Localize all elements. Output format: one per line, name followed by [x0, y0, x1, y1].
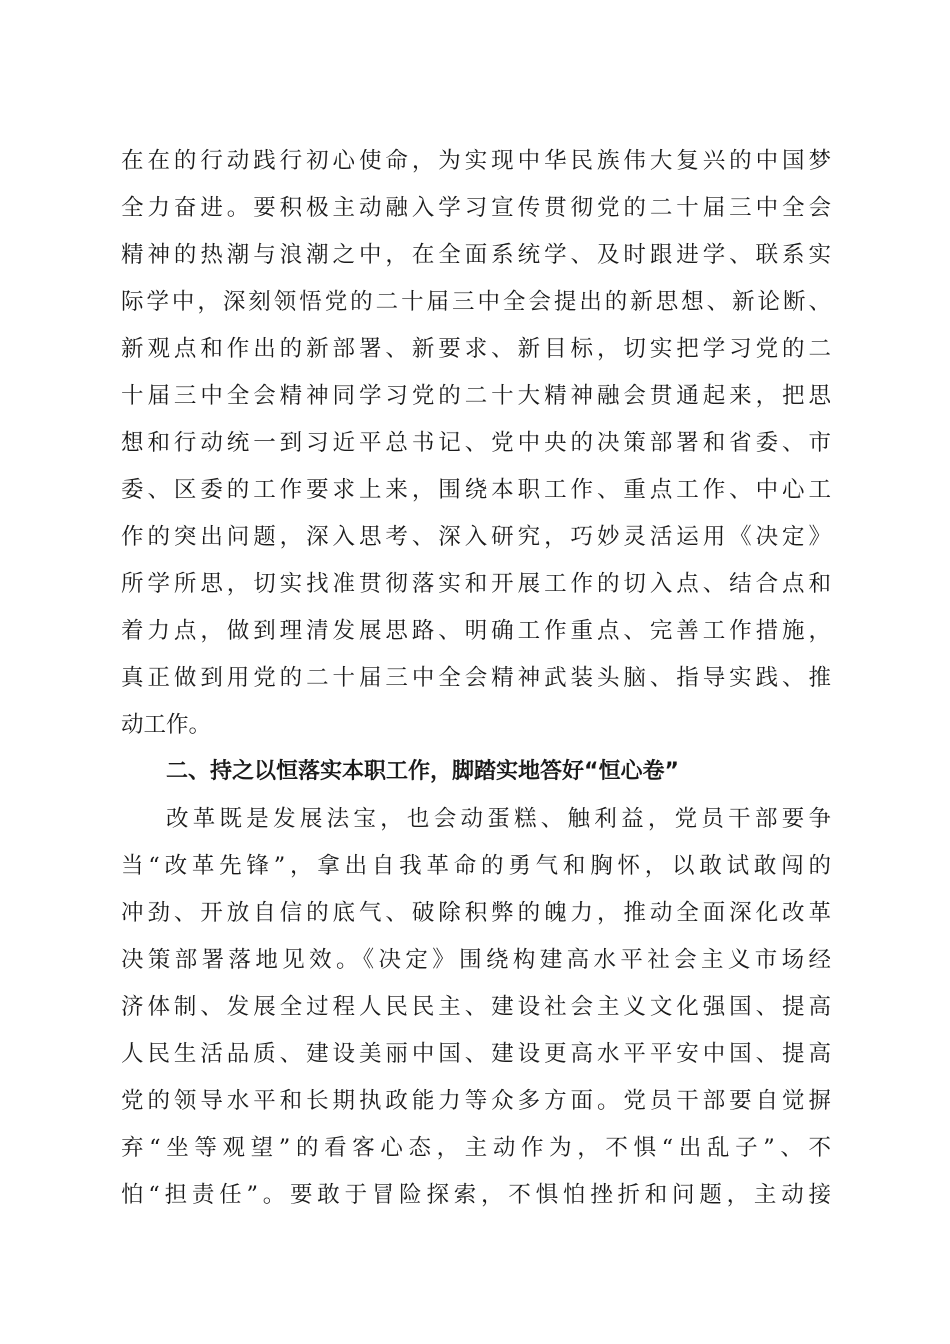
paragraph-line: 作的突出问题，深入思考、深入研究，巧妙灵活运用《决定》 [121, 524, 831, 550]
paragraph-line: 十届三中全会精神同学习党的二十大精神融会贯通起来，把思 [121, 383, 831, 409]
paragraph-line: 所学所思，切实找准贯彻落实和开展工作的切入点、结合点和 [121, 571, 831, 597]
paragraph-line: 决策部署落地见效。《决定》围绕构建高水平社会主义市场经 [121, 947, 831, 973]
paragraph-line: 着力点，做到理清发展思路、明确工作重点、完善工作措施， [121, 618, 831, 644]
paragraph-line: 当“改革先锋”，拿出自我革命的勇气和胸怀，以敢试敢闯的 [121, 853, 831, 879]
paragraph-line: 全力奋进。要积极主动融入学习宣传贯彻党的二十届三中全会 [121, 195, 831, 221]
paragraph-line: 精神的热潮与浪潮之中，在全面系统学、及时跟进学、联系实 [121, 242, 831, 268]
paragraph-line: 真正做到用党的二十届三中全会精神武装头脑、指导实践、推 [121, 665, 831, 691]
paragraph-line: 怕“担责任”。要敢于冒险探索，不惧怕挫折和问题，主动接 [121, 1182, 831, 1208]
paragraph-line: 人民生活品质、建设美丽中国、建设更高水平平安中国、提高 [121, 1041, 831, 1067]
paragraph-line: 冲劲、开放自信的底气、破除积弊的魄力，推动全面深化改革 [121, 900, 831, 926]
paragraph-line: 弃“坐等观望”的看客心态，主动作为，不惧“出乱子”、不 [121, 1135, 831, 1161]
section-heading: 二、持之以恒落实本职工作，脚踏实地答好“恒心卷” [166, 759, 679, 784]
paragraph-line: 在在的行动践行初心使命，为实现中华民族伟大复兴的中国梦 [121, 148, 831, 174]
paragraph-line: 动工作。 [121, 712, 212, 738]
paragraph-line: 际学中，深刻领悟党的二十届三中全会提出的新思想、新论断、 [121, 289, 831, 315]
paragraph-line: 新观点和作出的新部署、新要求、新目标，切实把学习党的二 [121, 336, 831, 362]
paragraph-line: 济体制、发展全过程人民民主、建设社会主义文化强国、提高 [121, 994, 831, 1020]
paragraph-line: 党的领导水平和长期执政能力等众多方面。党员干部要自觉摒 [121, 1088, 831, 1114]
paragraph-line: 委、区委的工作要求上来，围绕本职工作、重点工作、中心工 [121, 477, 831, 503]
paragraph-line: 想和行动统一到习近平总书记、党中央的决策部署和省委、市 [121, 430, 831, 456]
paragraph-line: 改革既是发展法宝，也会动蛋糕、触利益，党员干部要争 [166, 806, 831, 832]
